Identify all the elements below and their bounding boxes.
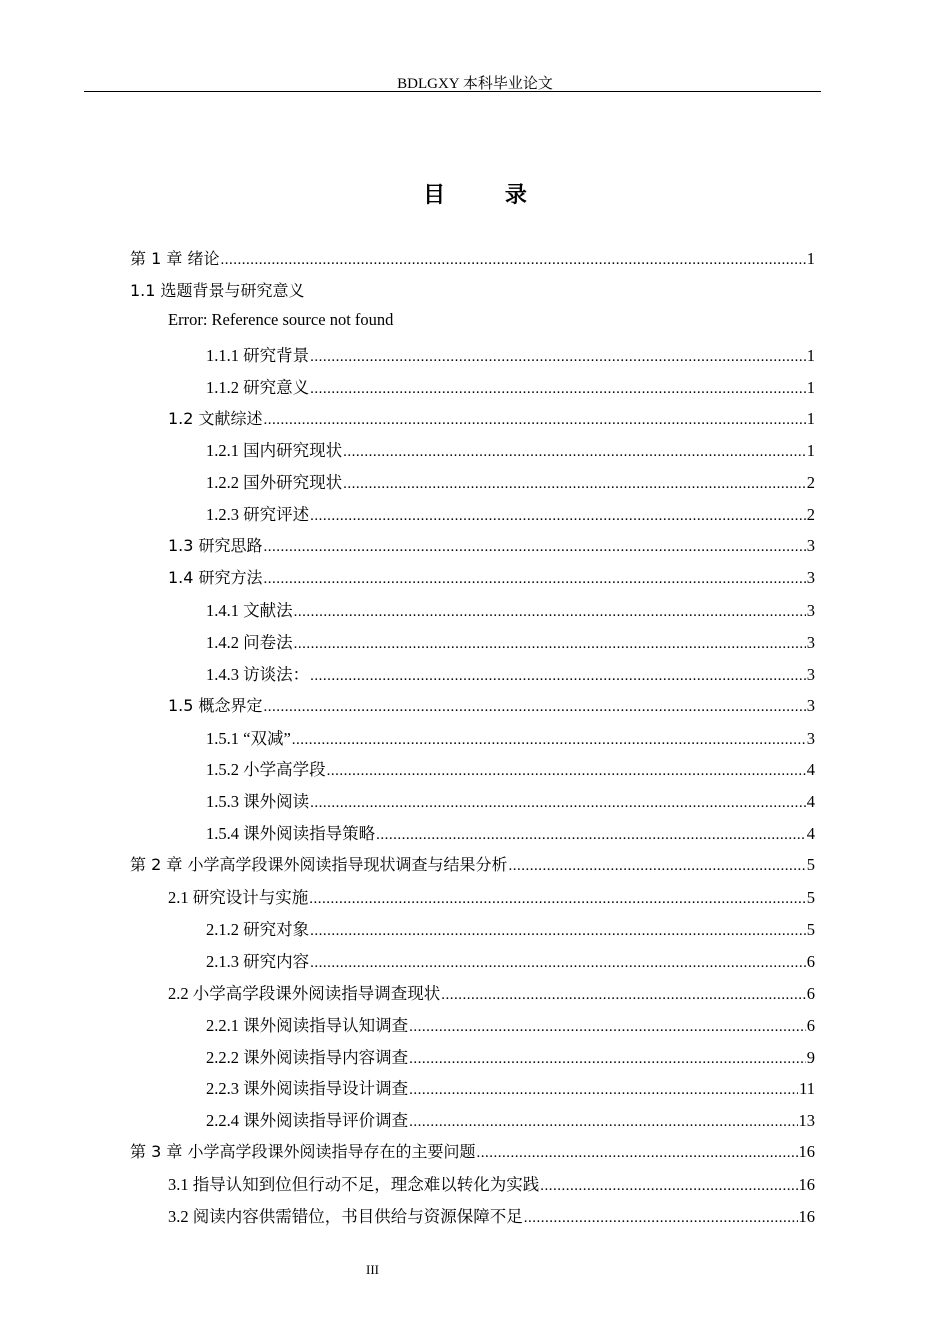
toc-dot-leader xyxy=(343,444,806,461)
toc-dot-leader xyxy=(264,412,806,429)
toc-page-number: 4 xyxy=(806,792,815,812)
toc-page-number: 3 xyxy=(806,695,815,715)
toc-dot-leader xyxy=(376,827,806,844)
toc-entry[interactable] xyxy=(130,246,815,270)
toc-dot-leader xyxy=(310,668,806,685)
toc-page-number: 3 xyxy=(806,536,815,556)
toc-entry-title: 1.4.2 问卷法 xyxy=(206,632,293,652)
toc-dot-leader xyxy=(409,1019,806,1036)
toc-entry[interactable] xyxy=(206,597,815,621)
toc-entry-title: 1.2.2 国外研究现状 xyxy=(206,473,343,493)
toc-entry-title: 2.1.3 研究内容 xyxy=(206,951,310,971)
toc-title: 目 录 xyxy=(423,183,553,208)
toc-entry[interactable] xyxy=(206,1107,815,1131)
toc-dot-leader xyxy=(294,636,806,653)
toc-entry[interactable] xyxy=(206,948,815,972)
toc-page-number: 9 xyxy=(806,1047,815,1067)
toc-entry-title: 1.2.1 国内研究现状 xyxy=(206,441,343,461)
toc-dot-leader xyxy=(264,571,806,588)
toc-page-number: 1 xyxy=(806,441,815,461)
toc-entry-title: 1.2 文献综述 xyxy=(168,408,263,428)
toc-dot-leader xyxy=(264,699,806,716)
toc-page-number: 5 xyxy=(806,855,815,875)
toc-entry-title: 1.4 研究方法 xyxy=(168,568,263,587)
toc-entry[interactable] xyxy=(206,374,815,398)
toc-dot-leader xyxy=(309,891,806,908)
toc-dot-leader xyxy=(310,795,806,812)
toc-page-number: 16 xyxy=(798,1207,815,1226)
header-rule xyxy=(84,91,821,92)
toc-entry[interactable] xyxy=(168,565,815,589)
toc-entry[interactable] xyxy=(206,1012,815,1036)
toc-dot-leader xyxy=(310,381,806,398)
toc-page-number: 1 xyxy=(806,249,815,268)
toc-entry-title: 第 2 章 小学高学段课外阅读指导现状调查与结果分析 xyxy=(130,855,508,875)
toc-entry-title: 1.5.4 课外阅读指导策略 xyxy=(206,824,376,844)
toc-dot-leader xyxy=(310,508,806,525)
toc-page-number: 11 xyxy=(799,1079,815,1099)
toc-entry[interactable] xyxy=(206,788,815,812)
toc-entry-title: 3.2 阅读内容供需错位，书目供给与资源保障不足 xyxy=(168,1207,523,1226)
toc-page-number: 1 xyxy=(806,345,815,365)
toc-dot-leader xyxy=(441,987,806,1004)
toc-entry[interactable] xyxy=(206,725,815,749)
toc-entry[interactable] xyxy=(206,661,815,685)
toc-entry-title: 1.5.3 课外阅读 xyxy=(206,792,310,812)
running-header: BDLGXY 本科毕业论文 xyxy=(397,76,553,92)
toc-entry-title: 1.1.1 研究背景 xyxy=(206,345,310,365)
toc-entry[interactable] xyxy=(206,437,815,461)
toc-entry[interactable] xyxy=(168,1203,815,1227)
toc-dot-leader xyxy=(524,1210,798,1227)
toc-dot-leader xyxy=(409,1051,806,1068)
toc-entry-title: 2.2.3 课外阅读指导设计调查 xyxy=(206,1079,409,1099)
toc-entry[interactable] xyxy=(168,533,815,557)
toc-entry[interactable] xyxy=(206,501,815,525)
toc-page-number: 3 xyxy=(806,600,815,620)
toc-entry-title: 1.5.1 “双减” xyxy=(206,728,291,748)
toc-entry-title: 1.1 选题背景与研究意义 xyxy=(130,280,305,300)
toc-entry[interactable] xyxy=(168,693,815,717)
toc-entry[interactable] xyxy=(206,342,815,366)
toc-entry-title: 2.2 小学高学段课外阅读指导调查现状 xyxy=(168,983,441,1003)
toc-entry-title: 1.5.2 小学高学段 xyxy=(206,760,326,780)
toc-entry-title: 第 1 章 绪论 xyxy=(130,249,220,268)
toc-page-number: 5 xyxy=(806,919,815,939)
toc-entry[interactable] xyxy=(206,1044,815,1068)
toc-entry-title: 2.2.2 课外阅读指导内容调查 xyxy=(206,1047,409,1067)
toc-page-number: 3 xyxy=(806,632,815,652)
toc-entry-title: Error: Reference source not found xyxy=(168,309,394,329)
toc-page-number: 6 xyxy=(806,983,815,1003)
toc-entry[interactable] xyxy=(206,820,815,844)
toc-dot-leader xyxy=(508,858,805,875)
toc-dot-leader xyxy=(310,923,806,940)
page-number: III xyxy=(366,1262,379,1277)
toc-dot-leader xyxy=(409,1082,798,1099)
toc-page-number: 3 xyxy=(806,568,815,587)
toc-entry[interactable] xyxy=(168,310,393,334)
toc-entry[interactable] xyxy=(206,469,815,493)
toc-page-number: 4 xyxy=(806,824,815,844)
toc-entry[interactable] xyxy=(130,1139,815,1163)
toc-page-number: 16 xyxy=(798,1175,815,1195)
toc-page-number: 6 xyxy=(806,951,815,971)
toc-dot-leader xyxy=(343,476,806,493)
toc-entry[interactable] xyxy=(206,629,815,653)
toc-page-number: 16 xyxy=(798,1142,815,1162)
toc-dot-leader xyxy=(264,539,806,556)
toc-entry-title: 1.4.1 文献法 xyxy=(206,600,293,620)
toc-page-number: 2 xyxy=(806,473,815,493)
toc-entry-title: 2.1.2 研究对象 xyxy=(206,919,310,939)
toc-entry-title: 1.1.2 研究意义 xyxy=(206,377,310,397)
toc-dot-leader xyxy=(292,732,806,749)
toc-entry[interactable] xyxy=(206,916,815,940)
toc-dot-leader xyxy=(310,955,806,972)
toc-dot-leader xyxy=(409,1114,797,1131)
toc-page-number: 2 xyxy=(806,505,815,525)
toc-dot-leader xyxy=(476,1145,797,1162)
toc-entry[interactable] xyxy=(168,980,815,1004)
toc-page-number: 1 xyxy=(806,408,815,428)
toc-dot-leader xyxy=(310,349,806,366)
toc-page-number: 13 xyxy=(798,1111,815,1131)
toc-entry[interactable] xyxy=(130,278,305,302)
toc-entry-title: 1.2.3 研究评述 xyxy=(206,505,310,525)
toc-page-number: 5 xyxy=(806,888,815,907)
toc-entry-title: 1.5 概念界定 xyxy=(168,695,263,715)
toc-dot-leader xyxy=(220,252,805,269)
toc-dot-leader xyxy=(294,604,806,621)
toc-page-number: 3 xyxy=(806,728,815,748)
toc-entry[interactable] xyxy=(206,756,815,780)
toc-entry[interactable] xyxy=(168,1171,815,1195)
toc-entry-title: 2.2.1 课外阅读指导认知调查 xyxy=(206,1015,409,1035)
toc-page-number: 6 xyxy=(806,1015,815,1035)
toc-dot-leader xyxy=(327,763,806,780)
toc-dot-leader xyxy=(540,1178,797,1195)
toc-page-number: 3 xyxy=(806,664,815,684)
toc-page-number: 1 xyxy=(806,377,815,397)
toc-entry[interactable] xyxy=(206,1075,815,1099)
toc-entry-title: 1.3 研究思路 xyxy=(168,536,263,556)
toc-entry-title: 2.1 研究设计与实施 xyxy=(168,888,309,907)
toc-entry[interactable] xyxy=(168,406,815,430)
toc-entry[interactable] xyxy=(130,852,815,876)
toc-entry-title: 3.1 指导认知到位但行动不足，理念难以转化为实践 xyxy=(168,1175,540,1195)
toc-page-number: 4 xyxy=(806,760,815,780)
toc-entry-title: 第 3 章 小学高学段课外阅读指导存在的主要问题 xyxy=(130,1142,476,1162)
toc-entry-title: 1.4.3 访谈法： xyxy=(206,664,310,684)
toc-entry[interactable] xyxy=(168,884,815,908)
toc-entry-title: 2.2.4 课外阅读指导评价调查 xyxy=(206,1111,409,1131)
